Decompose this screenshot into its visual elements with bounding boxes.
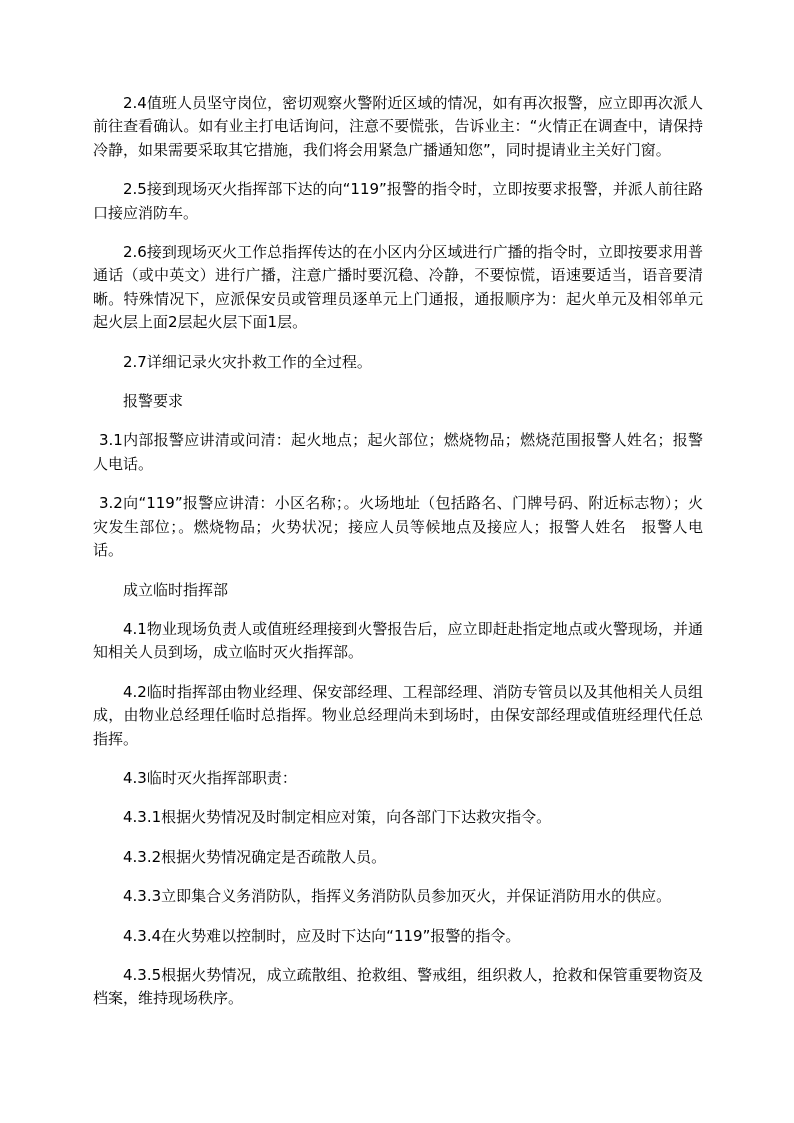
paragraph-4-3-3: 4.3.3立即集合义务消防队，指挥义务消防队员参加灭火，并保证消防用水的供应。 [123, 887, 672, 906]
paragraph-4-3: 4.3临时灭火指挥部职责： [123, 768, 297, 787]
paragraph-3-1: 3.1内部报警应讲清或问清：起火地点；起火部位；燃烧物品；燃烧范围报警人姓名；报警人电话。 [93, 431, 703, 473]
document-page [93, 92, 703, 1027]
paragraph-4-3-5: 4.3.5根据火势情况，成立疏散组、抢救组、警戒组，组织救人，抢救和保管重要物资及档案，维持现场秩序。 [93, 965, 703, 1008]
section-heading-alarm-requirements: 报警要求 [123, 392, 184, 411]
paragraph-2-5: 2.5接到现场灭火指挥部下达的向“119”报警的指令时，立即按要求报警，并派人前往路口接应消防车。 [93, 180, 703, 222]
paragraph-2-4: 2.4值班人员坚守岗位，密切观察火警附近区域的情况，如有再次报警，应立即再次派人前往查看确认。如有业主打电话询问，注意不要慌张，告诉业主：“火情正在调查中，请保持冷静，如果需要采取其它措施，我们将会用紧急广播通知您”，同时提请业主关好门窗。 [93, 94, 703, 159]
paragraph-2-7: 2.7详细记录火灾扑救工作的全过程。 [123, 352, 372, 371]
paragraph-4-3-2: 4.3.2根据火势情况确定是否疏散人员。 [123, 847, 387, 866]
paragraph-4-3-4: 4.3.4在火势难以控制时，应及时下达向“119”报警的指令。 [123, 926, 521, 945]
paragraph-2-6: 2.6接到现场灭火工作总指挥传达的在小区内分区域进行广播的指令时，立即按要求用普通话（或中英文）进行广播，注意广播时要沉稳、冷静，不要惊慌，语速要适当，语音要清晰。特殊情况下，应派保安员或管理员逐单元上门通报，通报顺序为：起火单元及相邻单元起火层上面2层起火层下面1层。 [93, 243, 703, 332]
paragraph-3-2: 3.2向“119”报警应讲清：小区名称；。火场地址（包括路名、门牌号码、附近标志物）；火灾发生部位；。燃烧物品；火势状况；接应人员等候地点及接应人；报警人姓名 报警人电话。 [93, 494, 703, 560]
paragraph-4-3-1: 4.3.1根据火势情况及时制定相应对策，向各部门下达救灾指令。 [123, 808, 552, 827]
section-heading-temporary-command: 成立临时指挥部 [123, 580, 229, 599]
paragraph-4-1: 4.1物业现场负责人或值班经理接到火警报告后，应立即赶赴指定地点或火警现场，并通知相关人员到场，成立临时灭火指挥部。 [93, 619, 703, 662]
paragraph-4-2: 4.2临时指挥部由物业经理、保安部经理、工程部经理、消防专管员以及其他相关人员组成，由物业总经理任临时总指挥。物业总经理尚未到场时，由保安部经理或值班经理代任总指挥。 [93, 682, 703, 748]
